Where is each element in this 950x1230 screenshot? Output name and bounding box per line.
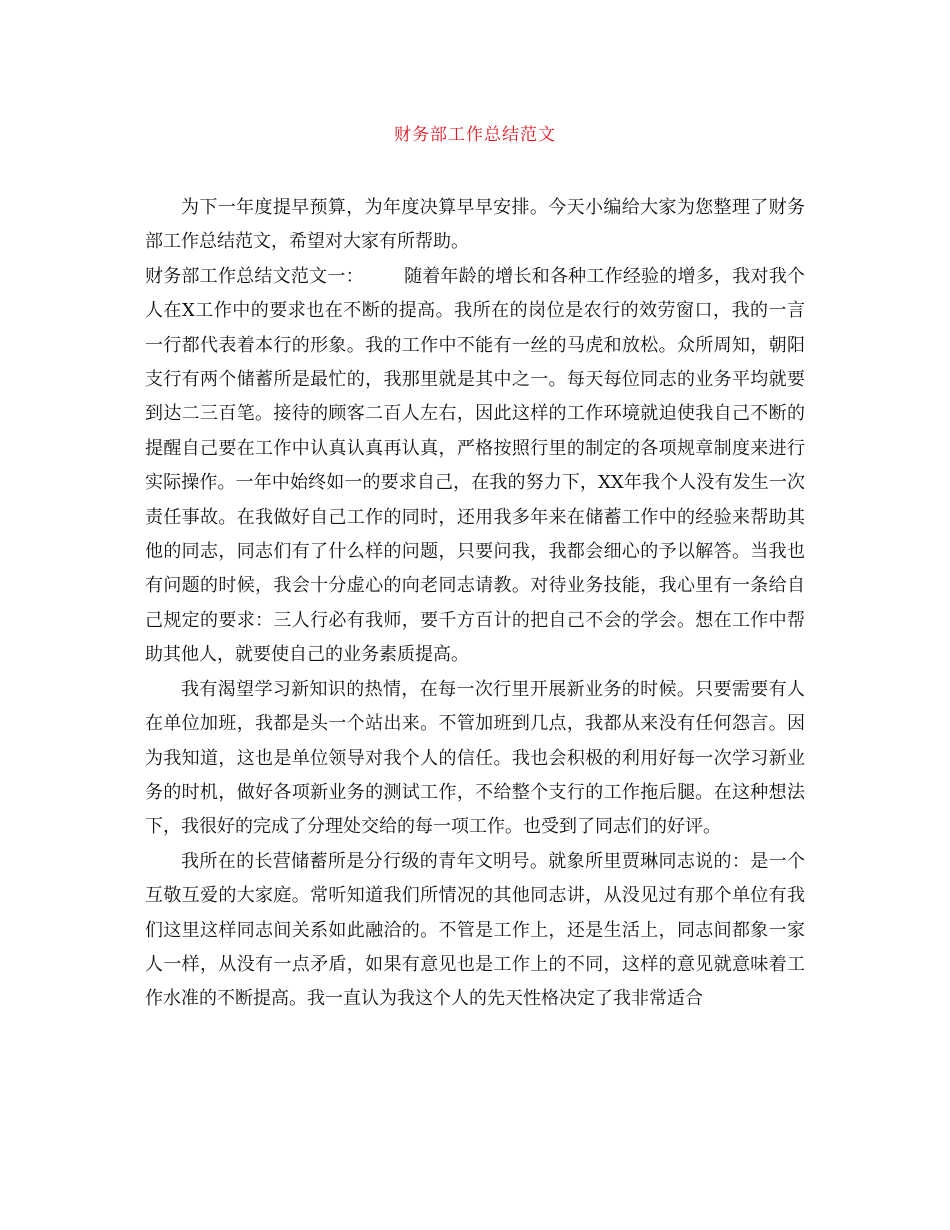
paragraph-3: 我所在的长营储蓄所是分行级的青年文明号。就象所里贾琳同志说的：是一个互敬互爱的大家庭。常听知道我们所情况的其他同志讲，从没见过有那个单位有我们这里这样同志间关系如此融洽的。不管是工作上，还是生活上，同志间都象一家人一样，从没有一点矛盾，如果有意见也是工作上的不同，这样的意见就意味着工作水准的不断提高。我一直认为我这个人的先天性格决定了我非常适合: [145, 850, 805, 1010]
document-title: 财务部工作总结范文: [394, 125, 556, 145]
section-heading: 财务部工作总结文范文一：: [145, 265, 364, 287]
paragraph-1-text: 随着年龄的增长和各种工作经验的增多，我对我个人在X工作中的要求也在不断的提高。我所在的岗位是农行的效劳窗口，我的一言一行都代表着本行的形象。我的工作中不能有一丝的马虎和放松。众所周知，朝阳支行有两个储蓄所是最忙的，我那里就是其中之一。每天每位同志的业务平均就要到达二三百笔。接待的顾客二百人左右，因此这样的工作环境就迫使我自己不断的提醒自己要在工作中认真认真再认真，严格按照行里的制定的各项规章制度来进行实际操作。一年中始终如一的要求自己，在我的努力下，XX年我个人没有发生一次责任事故。在我做好自己工作的同时，还用我多年来在储蓄工作中的经验来帮助其他的同志，同志们有了什么样的问题，只要问我，我都会细心的予以解答。当我也有问题的时候，我会十分虚心的向老同志请教。对待业务技能，我心里有一条给自己规定的要求：三人行必有我师，要千方百计的把自己不会的学会。想在工作中帮助其他人，就要使自己的业务素质提高。: [145, 265, 806, 666]
intro-paragraph: 为下一年度提早预算，为年度决算早早安排。今天小编给大家为您整理了财务部工作总结范文，希望对大家有所帮助。: [145, 197, 805, 253]
document-body: [145, 191, 805, 1017]
section-1-paragraph: [145, 260, 805, 673]
paragraph-2: 我有渴望学习新知识的热情，在每一次行里开展新业务的时候。只要需要有人在单位加班，我都是头一个站出来。不管加班到几点，我都从来没有任何怨言。因为我知道，这也是单位领导对我个人的信任。我也会积极的利用好每一次学习新业务的时机，做好各项新业务的测试工作，不给整个支行的工作拖后腿。在这种想法下，我很好的完成了分理处交给的每一项工作。也受到了同志们的好评。: [145, 678, 805, 838]
